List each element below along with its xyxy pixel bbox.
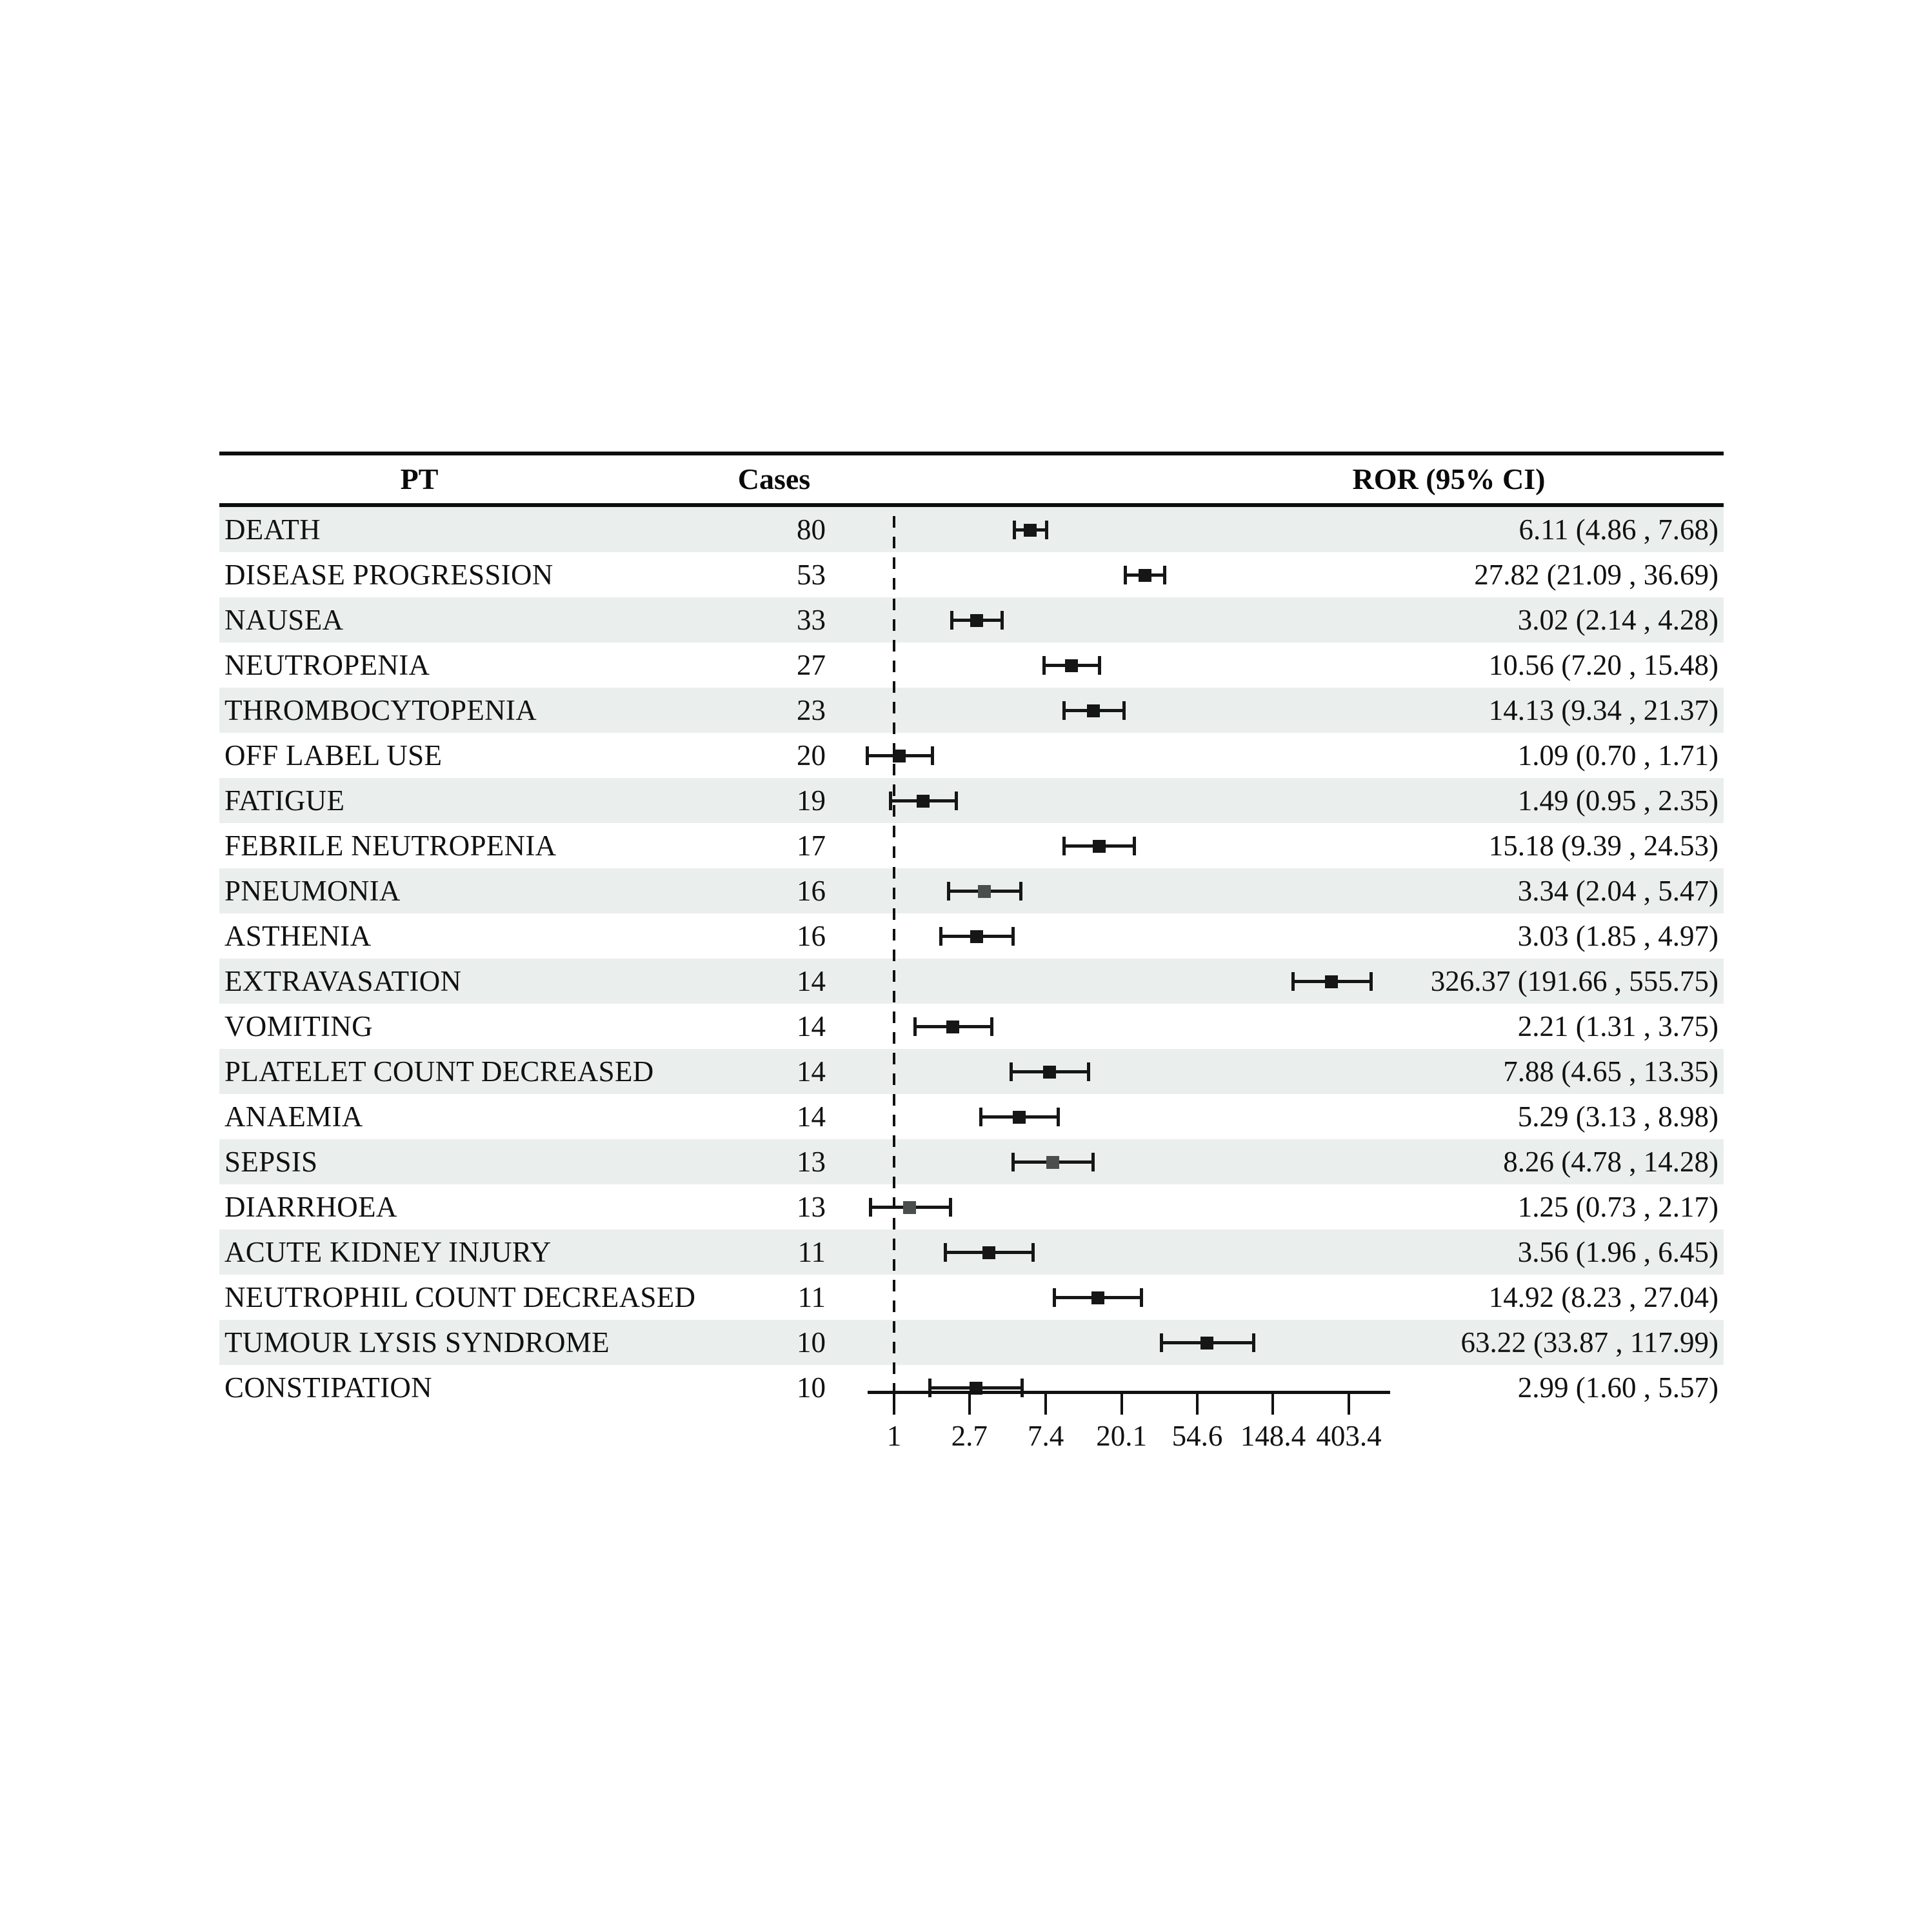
x-axis-tick (1348, 1394, 1350, 1415)
cases-value: 13 (797, 1146, 826, 1178)
x-axis-tick-label: 20.1 (1096, 1420, 1147, 1452)
pt-label: VOMITING (224, 1010, 373, 1042)
ci-upper-cap (1091, 1153, 1095, 1171)
cases-value: 80 (797, 513, 826, 546)
cases-value: 13 (797, 1191, 826, 1223)
x-axis-tick-label: 54.6 (1171, 1420, 1223, 1452)
ci-upper-cap (955, 792, 958, 810)
table-row (219, 1320, 1724, 1365)
pt-label: EXTRAVASATION (224, 965, 462, 997)
ror-value: 14.92 (8.23 , 27.04) (1488, 1281, 1718, 1313)
table-row (219, 642, 1724, 688)
pt-label: NAUSEA (224, 604, 344, 636)
pt-label: ANAEMIA (224, 1100, 363, 1133)
ror-value: 5.29 (3.13 , 8.98) (1517, 1100, 1718, 1133)
x-axis-tick (1120, 1394, 1123, 1415)
ci-lower-cap (1124, 566, 1127, 584)
cases-value: 20 (797, 739, 826, 772)
ci-point-estimate-marker (946, 1021, 959, 1033)
x-axis-tick-label: 148.4 (1240, 1420, 1306, 1452)
table-row (219, 1094, 1724, 1139)
ci-upper-cap (1021, 1379, 1024, 1397)
pt-label: SEPSIS (224, 1146, 318, 1178)
table-row (219, 778, 1724, 823)
ci-point-estimate-marker (1087, 704, 1100, 717)
cases-value: 14 (797, 1055, 826, 1088)
ci-point-estimate-marker (978, 885, 991, 898)
pt-label: THROMBOCYTOPENIA (224, 694, 537, 726)
ror-value: 10.56 (7.20 , 15.48) (1488, 649, 1718, 681)
pt-label: DISEASE PROGRESSION (224, 559, 553, 591)
ci-lower-cap (947, 882, 950, 901)
cases-value: 10 (797, 1371, 826, 1404)
ci-point-estimate-marker (1046, 1156, 1059, 1169)
table-body (219, 507, 1724, 1410)
table-header-row (219, 455, 1724, 503)
cases-value: 16 (797, 920, 826, 952)
x-axis-tick-label: 2.7 (951, 1420, 988, 1452)
cases-value: 27 (797, 649, 826, 681)
ror-value: 1.25 (0.73 , 2.17) (1517, 1191, 1718, 1223)
ci-upper-cap (1098, 656, 1101, 675)
table-row (219, 1184, 1724, 1230)
ci-lower-cap (939, 927, 942, 946)
ci-upper-cap (1057, 1108, 1060, 1126)
ci-upper-cap (1001, 611, 1004, 630)
ci-lower-cap (1062, 701, 1066, 720)
x-axis-tick (968, 1394, 971, 1415)
pt-label: TUMOUR LYSIS SYNDROME (224, 1326, 610, 1359)
table-row (219, 868, 1724, 913)
ci-point-estimate-marker (1013, 1111, 1026, 1124)
ror-value: 27.82 (21.09 , 36.69) (1474, 559, 1718, 591)
ci-upper-cap (1019, 882, 1022, 901)
table-row (219, 823, 1724, 868)
ci-lower-cap (1160, 1333, 1163, 1352)
table-row (219, 1230, 1724, 1275)
cases-value: 14 (797, 965, 826, 997)
ci-lower-cap (866, 746, 869, 765)
ror-value: 14.13 (9.34 , 21.37) (1488, 694, 1718, 726)
ci-upper-cap (931, 746, 934, 765)
ror-value: 1.09 (0.70 , 1.71) (1517, 739, 1718, 772)
ci-point-estimate-marker (1043, 1066, 1056, 1079)
ror-value: 2.21 (1.31 , 3.75) (1517, 1010, 1718, 1042)
ror-value: 8.26 (4.78 , 14.28) (1503, 1146, 1718, 1178)
ci-lower-cap (889, 792, 892, 810)
null-reference-line (893, 516, 895, 1391)
ror-value: 7.88 (4.65 , 13.35) (1503, 1055, 1718, 1088)
table-row (219, 959, 1724, 1004)
ror-value: 326.37 (191.66 , 555.75) (1430, 965, 1718, 997)
ci-lower-cap (869, 1198, 872, 1217)
ci-point-estimate-marker (982, 1246, 995, 1259)
column-header-cases: Cases (737, 463, 811, 495)
pt-label: FATIGUE (224, 784, 345, 817)
table-row (219, 733, 1724, 778)
table-row (219, 1049, 1724, 1094)
ror-value: 3.34 (2.04 , 5.47) (1517, 875, 1718, 907)
x-axis-tick-label: 7.4 (1028, 1420, 1064, 1452)
ci-upper-cap (1045, 521, 1048, 539)
ci-point-estimate-marker (970, 614, 983, 627)
table-row (219, 1275, 1724, 1320)
cases-value: 14 (797, 1010, 826, 1042)
ror-value: 1.49 (0.95 , 2.35) (1517, 784, 1718, 817)
ci-lower-cap (944, 1243, 947, 1262)
table-row (219, 688, 1724, 733)
ci-point-estimate-marker (1139, 569, 1151, 582)
ci-lower-cap (1062, 837, 1066, 855)
table-row (219, 913, 1724, 959)
table-row (219, 1365, 1724, 1410)
ci-upper-cap (949, 1198, 952, 1217)
ci-lower-cap (1013, 521, 1016, 539)
pt-label: NEUTROPHIL COUNT DECREASED (224, 1281, 696, 1313)
ci-point-estimate-marker (1091, 1291, 1104, 1304)
ci-upper-cap (1252, 1333, 1255, 1352)
ci-lower-cap (1010, 1062, 1013, 1081)
ror-value: 3.02 (2.14 , 4.28) (1517, 604, 1718, 636)
pt-label: PNEUMONIA (224, 875, 401, 907)
ci-lower-cap (950, 611, 953, 630)
cases-value: 11 (797, 1281, 826, 1313)
ci-point-estimate-marker (1024, 524, 1037, 537)
cases-value: 11 (797, 1236, 826, 1268)
ci-upper-cap (1133, 837, 1136, 855)
ci-upper-cap (1369, 972, 1373, 991)
ci-lower-cap (979, 1108, 982, 1126)
ci-lower-cap (1011, 1153, 1015, 1171)
pt-label: DIARRHOEA (224, 1191, 397, 1223)
ci-point-estimate-marker (970, 930, 983, 943)
pt-label: OFF LABEL USE (224, 739, 443, 772)
ci-upper-cap (1031, 1243, 1035, 1262)
ci-point-estimate-marker (917, 795, 930, 808)
ci-upper-cap (990, 1017, 993, 1036)
ci-lower-cap (1053, 1288, 1056, 1307)
ror-value: 63.22 (33.87 , 117.99) (1460, 1326, 1718, 1359)
pt-label: PLATELET COUNT DECREASED (224, 1055, 654, 1088)
pt-label: DEATH (224, 513, 321, 546)
pt-label: NEUTROPENIA (224, 649, 430, 681)
x-axis-tick (893, 1394, 895, 1415)
ror-value: 2.99 (1.60 , 5.57) (1517, 1371, 1718, 1404)
table-row (219, 1139, 1724, 1184)
ci-upper-cap (1087, 1062, 1090, 1081)
x-axis-tick (1196, 1394, 1199, 1415)
ci-lower-cap (1042, 656, 1046, 675)
cases-value: 10 (797, 1326, 826, 1359)
ci-upper-cap (1163, 566, 1166, 584)
x-axis-tick-label: 1 (886, 1420, 902, 1452)
ci-upper-cap (1122, 701, 1126, 720)
x-axis-tick (1271, 1394, 1274, 1415)
ci-point-estimate-marker (1200, 1337, 1213, 1349)
cases-value: 23 (797, 694, 826, 726)
ror-value: 3.56 (1.96 , 6.45) (1517, 1236, 1718, 1268)
x-axis-line (868, 1391, 1390, 1394)
x-axis-tick-label: 403.4 (1316, 1420, 1382, 1452)
column-header-ror: ROR (95% CI) (1352, 463, 1546, 495)
table-row (219, 552, 1724, 597)
table-row (219, 507, 1724, 552)
pt-label: ASTHENIA (224, 920, 372, 952)
ci-upper-cap (1011, 927, 1015, 946)
ci-point-estimate-marker (1093, 840, 1106, 853)
ci-point-estimate-marker (1325, 975, 1338, 988)
ror-value: 15.18 (9.39 , 24.53) (1488, 830, 1718, 862)
cases-value: 53 (797, 559, 826, 591)
ci-point-estimate-marker (1065, 659, 1078, 672)
cases-value: 33 (797, 604, 826, 636)
pt-label: CONSTIPATION (224, 1371, 432, 1404)
cases-value: 16 (797, 875, 826, 907)
pt-label: FEBRILE NEUTROPENIA (224, 830, 557, 862)
table-row (219, 1004, 1724, 1049)
results-table (219, 452, 1724, 1410)
column-header-pt: PT (400, 463, 439, 495)
ci-lower-cap (1291, 972, 1295, 991)
ror-value: 6.11 (4.86 , 7.68) (1519, 513, 1718, 546)
cases-value: 19 (797, 784, 826, 817)
ci-upper-cap (1140, 1288, 1143, 1307)
table-row (219, 597, 1724, 642)
ci-lower-cap (913, 1017, 917, 1036)
ci-point-estimate-marker (903, 1201, 916, 1214)
ror-value: 3.03 (1.85 , 4.97) (1517, 920, 1718, 952)
cases-value: 14 (797, 1100, 826, 1133)
pt-label: ACUTE KIDNEY INJURY (224, 1236, 552, 1268)
ci-lower-cap (928, 1379, 931, 1397)
cases-value: 17 (797, 830, 826, 862)
x-axis-tick (1044, 1394, 1047, 1415)
